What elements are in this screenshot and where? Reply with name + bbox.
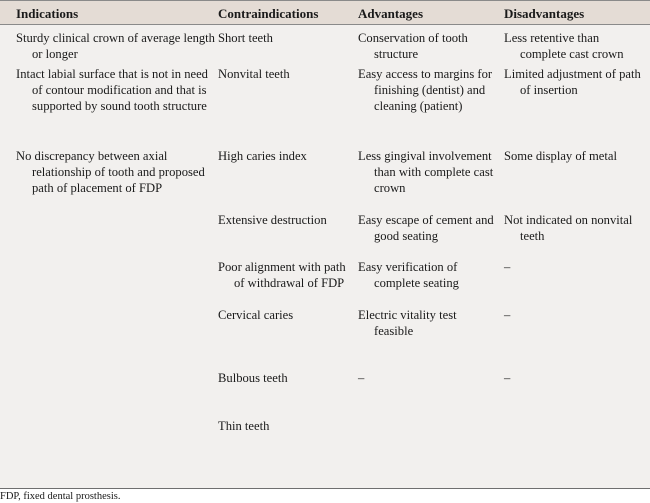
advantage-cell	[358, 66, 498, 114]
advantage-cell	[358, 212, 498, 244]
indication-text: Sturdy clinical crown of average length or longer	[16, 31, 215, 61]
contraindication-cell	[218, 212, 348, 228]
indication-cell	[16, 148, 216, 196]
disadvantage-text: –	[504, 371, 511, 385]
contraindication-cell	[218, 30, 348, 46]
disadvantage-text: Some display of metal	[504, 149, 617, 163]
indication-text: No discrepancy between axial relationship of tooth and proposed path of placement of FDP	[16, 149, 205, 195]
indication-text: Intact labial surface that is not in need of contour modification and that is supported by sound tooth structure	[16, 67, 208, 113]
disadvantage-cell	[504, 307, 646, 323]
contraindication-cell	[218, 66, 348, 82]
disadvantage-text: Not indicated on nonvital teeth	[504, 213, 633, 243]
disadvantage-text: –	[504, 260, 511, 274]
contraindication-text: Poor alignment with path of withdrawal of FDP	[218, 260, 346, 290]
advantage-text: Less gingival involvement than with complete cast crown	[358, 149, 494, 195]
header-indications: Indications	[16, 6, 79, 21]
contraindication-text: High caries index	[218, 149, 307, 163]
header-advantages: Advantages	[358, 6, 424, 21]
contraindication-text: Cervical caries	[218, 308, 294, 322]
advantage-cell	[358, 148, 498, 196]
table-header-row	[0, 0, 650, 25]
advantage-cell	[358, 370, 498, 386]
disadvantage-cell	[504, 148, 646, 164]
disadvantage-text: Less retentive than complete cast crown	[504, 31, 624, 61]
indication-cell	[16, 66, 216, 114]
indication-cell	[16, 30, 216, 62]
disadvantage-cell	[504, 212, 646, 244]
disadvantage-cell	[504, 259, 646, 275]
contraindication-cell	[218, 148, 348, 164]
disadvantage-cell	[504, 370, 646, 386]
header-disadvantages: Disadvantages	[504, 6, 585, 21]
contraindication-cell	[218, 418, 348, 434]
contraindication-cell	[218, 307, 348, 323]
advantage-text: Electric vitality test feasible	[358, 308, 457, 338]
advantage-cell	[358, 30, 498, 62]
advantage-text: Easy verification of complete seating	[358, 260, 459, 290]
disadvantage-cell	[504, 66, 646, 98]
table-bottom-rule	[0, 488, 650, 489]
advantage-text: Easy escape of cement and good seating	[358, 213, 494, 243]
advantage-cell	[358, 307, 498, 339]
contraindication-text: Short teeth	[218, 31, 273, 45]
contraindication-text: Thin teeth	[218, 419, 270, 433]
contraindication-cell	[218, 259, 348, 291]
table-footnote: FDP, fixed dental prosthesis.	[0, 491, 121, 502]
advantage-cell	[358, 259, 498, 291]
disadvantage-text: Limited adjustment of path of insertion	[504, 67, 641, 97]
header-contraindications: Contraindications	[218, 6, 319, 21]
advantage-text: Conservation of tooth structure	[358, 31, 468, 61]
contraindication-text: Bulbous teeth	[218, 371, 288, 385]
disadvantage-text: –	[504, 308, 511, 322]
contraindication-text: Nonvital teeth	[218, 67, 290, 81]
advantage-text: Easy access to margins for finishing (dentist) and cleaning (patient)	[358, 67, 493, 113]
disadvantage-cell	[504, 30, 646, 62]
contraindication-text: Extensive destruction	[218, 213, 327, 227]
contraindication-cell	[218, 370, 348, 386]
advantage-text: –	[358, 371, 365, 385]
